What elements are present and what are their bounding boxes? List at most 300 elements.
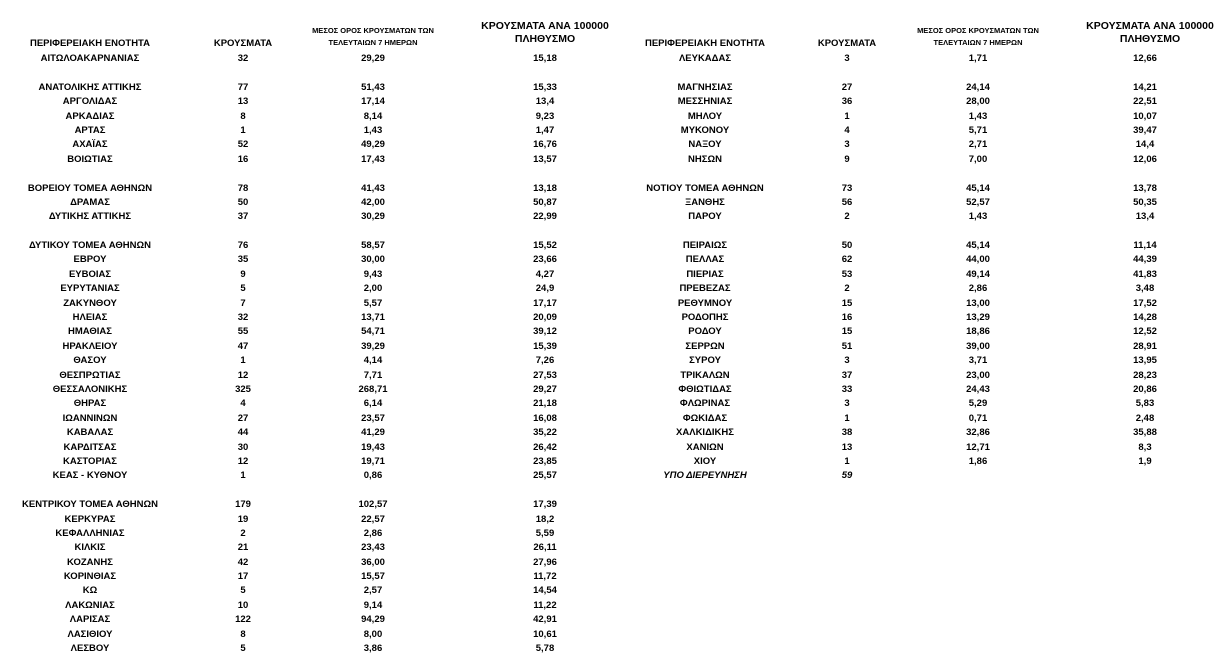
avg7-cell: 30,00 [361, 254, 385, 266]
cases-cell: 8 [240, 110, 246, 122]
cases-cell: 32 [237, 53, 249, 64]
per100k-cell: 13,4 [1135, 211, 1155, 223]
table-row [0, 182, 615, 196]
per100k-cell: 5,59 [535, 527, 555, 539]
region-cell: ΔΥΤΙΚΟΥ ΤΟΜΕΑ ΑΘΗΝΩΝ [29, 240, 151, 252]
per100k-cell: 10,61 [533, 628, 557, 640]
table-row [615, 66, 1222, 80]
table-row [0, 584, 615, 598]
cases-cell: 9 [240, 268, 246, 280]
cases-cell: 1 [240, 124, 246, 136]
per100k-cell: 17,52 [1133, 297, 1157, 309]
cases-cell: 51 [841, 340, 853, 352]
region-cell: ΕΥΒΟΙΑΣ [68, 268, 112, 280]
cases-cell: 27 [841, 81, 853, 93]
table-row [615, 196, 1222, 210]
avg7-cell: 8,14 [363, 110, 383, 122]
table-row [0, 110, 615, 124]
cases-cell: 3 [844, 355, 850, 367]
per100k-cell: 28,23 [1133, 369, 1157, 381]
per100k-cell: 20,09 [533, 312, 557, 324]
per100k-cell: 28,91 [1133, 340, 1157, 352]
cases-cell: 17 [237, 571, 249, 583]
cases-cell: 76 [237, 240, 249, 252]
table-row [0, 383, 615, 397]
cases-cell: 50 [841, 240, 853, 252]
avg7-cell: 51,43 [361, 81, 385, 93]
region-cell: ΧΑΛΚΙΔΙΚΗΣ [676, 427, 734, 439]
table-row [615, 369, 1222, 383]
header-per100k: ΚΡΟΥΣΜΑΤΑ ΑΝΑ 100000 ΠΛΗΘΥΣΜΟ [481, 20, 609, 45]
per100k-cell: 5,78 [535, 643, 555, 655]
region-cell: ΝΗΣΩΝ [688, 153, 722, 165]
table-row [0, 268, 615, 282]
header-avg7: ΜΕΣΟΣ ΟΡΟΣ ΚΡΟΥΣΜΑΤΩΝ ΤΩΝ ΤΕΛΕΥΤΑΙΩΝ 7 ΗΜΕΡΩΝ [917, 26, 1039, 47]
region-cell: ΗΜΑΘΙΑΣ [68, 326, 112, 338]
table-row [615, 253, 1222, 267]
avg7-cell: 0,71 [968, 412, 988, 424]
region-cell: ΘΗΡΑΣ [73, 398, 107, 410]
cases-cell: 179 [235, 499, 251, 511]
per100k-cell: 15,52 [533, 240, 557, 252]
cases-cell: 56 [841, 196, 853, 208]
cases-cell: 3 [844, 53, 850, 64]
per100k-cell: 27,53 [533, 369, 557, 381]
cases-cell: 27 [237, 412, 249, 424]
cases-cell: 3 [844, 139, 850, 151]
region-cell: ΜΑΓΝΗΣΙΑΣ [677, 81, 733, 93]
table-row [0, 541, 615, 555]
per100k-cell: 29,27 [533, 383, 557, 395]
per100k-cell: 11,22 [533, 599, 557, 611]
header-region: ΠΕΡΙΦΕΡΕΙΑΚΗ ΕΝΟΤΗΤΑ [29, 38, 151, 49]
per100k-cell: 13,4 [535, 96, 555, 108]
table-row [0, 412, 615, 426]
cases-cell: 59 [841, 470, 853, 482]
avg7-cell: 1,86 [968, 455, 988, 467]
avg7-cell: 45,14 [966, 182, 990, 194]
per100k-cell: 18,2 [535, 513, 555, 525]
table-row [0, 253, 615, 267]
per100k-cell: 14,28 [1133, 312, 1157, 324]
table-row [615, 239, 1222, 253]
cases-cell: 10 [237, 599, 249, 611]
region-cell: ΥΠΟ ΔΙΕΡΕΥΝΗΣΗ [663, 470, 747, 482]
table-body [0, 52, 615, 656]
per100k-cell: 12,06 [1133, 153, 1157, 165]
avg7-cell: 19,43 [361, 441, 385, 453]
cases-cell: 55 [237, 326, 249, 338]
per100k-cell: 7,26 [535, 355, 555, 367]
region-cell: ΚΕΡΚΥΡΑΣ [64, 513, 116, 525]
per100k-cell: 13,18 [533, 182, 557, 194]
table-row [0, 311, 615, 325]
cases-cell: 5 [240, 585, 246, 597]
cases-cell: 4 [240, 398, 246, 410]
table-header [615, 0, 1222, 52]
per100k-cell: 41,83 [1133, 268, 1157, 280]
cases-cell: 2 [844, 283, 850, 295]
table-row [0, 81, 615, 95]
table-row [0, 297, 615, 311]
region-cell: ΛΑΡΙΣΑΣ [69, 614, 111, 626]
table-row [0, 397, 615, 411]
avg7-cell: 41,29 [361, 427, 385, 439]
per100k-cell: 13,78 [1133, 182, 1157, 194]
cases-cell: 35 [237, 254, 249, 266]
per100k-cell: 22,51 [1133, 96, 1157, 108]
per100k-cell: 25,57 [533, 470, 557, 482]
per100k-cell: 11,14 [1133, 240, 1157, 252]
cases-cell: 2 [844, 211, 850, 223]
table-row [0, 124, 615, 138]
per100k-cell: 20,86 [1133, 383, 1157, 395]
avg7-cell: 36,00 [361, 556, 385, 568]
per100k-cell: 50,87 [533, 196, 557, 208]
avg7-cell: 23,00 [966, 369, 990, 381]
per100k-cell: 42,91 [533, 614, 557, 626]
per100k-cell: 17,39 [533, 499, 557, 511]
region-cell: ΕΒΡΟΥ [73, 254, 107, 266]
cases-cell: 77 [237, 81, 249, 93]
per100k-cell: 26,42 [533, 441, 557, 453]
table-row [0, 340, 615, 354]
cases-cell: 15 [841, 326, 853, 338]
region-cell: ΠΡΕΒΕΖΑΣ [679, 283, 731, 295]
avg7-cell: 13,71 [361, 312, 385, 324]
region-cell: ΒΟΡΕΙΟΥ ΤΟΜΕΑ ΑΘΗΝΩΝ [27, 182, 153, 194]
avg7-cell: 52,57 [966, 196, 990, 208]
per100k-cell: 11,72 [533, 571, 557, 583]
avg7-cell: 49,14 [966, 268, 990, 280]
table-body [615, 52, 1222, 484]
region-cell: ΑΡΚΑΔΙΑΣ [65, 110, 115, 122]
table-row [0, 225, 615, 239]
per100k-cell: 3,48 [1135, 283, 1155, 295]
cases-cell: 1 [844, 412, 850, 424]
region-cell: ΜΗΛΟΥ [687, 110, 723, 122]
avg7-cell: 13,29 [966, 312, 990, 324]
table-row [615, 311, 1222, 325]
table-row [615, 182, 1222, 196]
table-row [0, 628, 615, 642]
region-cell: ΛΕΣΒΟΥ [70, 643, 110, 655]
region-cell: ΚΟΡΙΝΘΙΑΣ [63, 571, 117, 583]
region-cell: ΜΥΚΟΝΟΥ [680, 124, 730, 136]
table-row [615, 282, 1222, 296]
region-cell: ΔΥΤΙΚΗΣ ΑΤΤΙΚΗΣ [48, 211, 132, 223]
cases-cell: 5 [240, 643, 246, 655]
cases-cell: 62 [841, 254, 853, 266]
per100k-cell: 5,83 [1135, 398, 1155, 410]
region-cell: ΝΟΤΙΟΥ ΤΟΜΕΑ ΑΘΗΝΩΝ [646, 182, 764, 194]
per100k-cell: 35,22 [533, 427, 557, 439]
avg7-cell: 2,86 [968, 283, 988, 295]
region-cell: ΛΑΣΙΘΙΟΥ [67, 628, 113, 640]
table-row [0, 599, 615, 613]
avg7-cell: 30,29 [361, 211, 385, 223]
avg7-cell: 6,14 [363, 398, 383, 410]
avg7-cell: 5,57 [363, 297, 383, 309]
cases-cell: 30 [237, 441, 249, 453]
cases-cell: 33 [841, 383, 853, 395]
avg7-cell: 9,43 [363, 268, 383, 280]
avg7-cell: 2,00 [363, 283, 383, 295]
per100k-cell: 4,27 [535, 268, 555, 280]
per100k-cell: 1,9 [1138, 455, 1152, 467]
table-row [0, 498, 615, 512]
cases-cell: 13 [841, 441, 853, 453]
avg7-cell: 24,43 [966, 383, 990, 395]
table-row [615, 297, 1222, 311]
per100k-cell: 14,4 [1135, 139, 1155, 151]
avg7-cell: 2,57 [363, 585, 383, 597]
table-row [615, 153, 1222, 167]
header-avg7: ΜΕΣΟΣ ΟΡΟΣ ΚΡΟΥΣΜΑΤΩΝ ΤΩΝ ΤΕΛΕΥΤΑΙΩΝ 7 ΗΜΕΡΩΝ [312, 26, 434, 47]
avg7-cell: 17,43 [361, 153, 385, 165]
avg7-cell: 1,43 [363, 124, 383, 136]
table-row [0, 613, 615, 627]
table-row [0, 354, 615, 368]
avg7-cell: 45,14 [966, 240, 990, 252]
per100k-cell: 12,66 [1133, 53, 1157, 64]
region-cell: ΠΙΕΡΙΑΣ [686, 268, 724, 280]
table-row [0, 325, 615, 339]
cases-cell: 1 [240, 355, 246, 367]
per100k-cell: 9,23 [535, 110, 555, 122]
table-row [615, 268, 1222, 282]
per100k-cell: 16,08 [533, 412, 557, 424]
header-cases: ΚΡΟΥΣΜΑΤΑ [817, 38, 877, 49]
table-row [0, 167, 615, 181]
avg7-cell: 17,14 [361, 96, 385, 108]
region-cell: ΣΕΡΡΩΝ [685, 340, 725, 352]
table-row [615, 426, 1222, 440]
region-cell: ΚΑΡΔΙΤΣΑΣ [63, 441, 117, 453]
per100k-cell: 24,9 [535, 283, 555, 295]
region-cell: ΑΡΤΑΣ [74, 124, 106, 136]
table-header [0, 0, 615, 52]
region-cell: ΚΩ [82, 585, 98, 597]
region-cell: ΚΑΣΤΟΡΙΑΣ [63, 455, 117, 467]
table-row [0, 282, 615, 296]
table-row [0, 441, 615, 455]
table-row [0, 513, 615, 527]
avg7-cell: 19,71 [361, 455, 385, 467]
cases-cell: 12 [237, 369, 249, 381]
cases-cell: 15 [841, 297, 853, 309]
table-row [0, 556, 615, 570]
table-row [0, 95, 615, 109]
region-cell: ΑΙΤΩΛΟΑΚΑΡΝΑΝΙΑΣ [40, 53, 140, 64]
table-row [615, 167, 1222, 181]
table-row [615, 354, 1222, 368]
avg7-cell: 0,86 [363, 470, 383, 482]
region-cell: ΒΟΙΩΤΙΑΣ [67, 153, 113, 165]
table-row [0, 66, 615, 80]
table-row [615, 325, 1222, 339]
cases-cell: 50 [237, 196, 249, 208]
region-cell: ΖΑΚΥΝΘΟΥ [63, 297, 117, 309]
avg7-cell: 3,86 [363, 643, 383, 655]
table-row [0, 469, 615, 483]
region-cell: ΗΡΑΚΛΕΙΟΥ [62, 340, 118, 352]
header-per100k: ΚΡΟΥΣΜΑΤΑ ΑΝΑ 100000 ΠΛΗΘΥΣΜΟ [1086, 20, 1214, 45]
region-cell: ΞΑΝΘΗΣ [685, 196, 725, 208]
cases-cell: 9 [844, 153, 850, 165]
table-row [0, 239, 615, 253]
avg7-cell: 3,71 [968, 355, 988, 367]
avg7-cell: 2,86 [363, 527, 383, 539]
table-row [0, 426, 615, 440]
per100k-cell: 1,47 [535, 124, 555, 136]
table-row [615, 95, 1222, 109]
table-row [615, 138, 1222, 152]
per100k-cell: 13,95 [1133, 355, 1157, 367]
table-row [615, 397, 1222, 411]
cases-cell: 122 [235, 614, 251, 626]
per100k-cell: 15,33 [533, 81, 557, 93]
cases-cell: 16 [841, 312, 853, 324]
table-row [0, 52, 615, 66]
avg7-cell: 102,57 [358, 499, 388, 511]
cases-cell: 7 [240, 297, 246, 309]
table-row [615, 469, 1222, 483]
cases-cell: 1 [240, 470, 246, 482]
table-row [615, 52, 1222, 66]
region-cell: ΘΕΣΠΡΩΤΙΑΣ [59, 369, 121, 381]
avg7-cell: 5,71 [968, 124, 988, 136]
table-row [0, 455, 615, 469]
header-region: ΠΕΡΙΦΕΡΕΙΑΚΗ ΕΝΟΤΗΤΑ [644, 38, 766, 49]
cases-cell: 4 [844, 124, 850, 136]
cases-cell: 78 [237, 182, 249, 194]
cases-cell: 53 [841, 268, 853, 280]
cases-cell: 8 [240, 628, 246, 640]
avg7-cell: 12,71 [966, 441, 990, 453]
table-row [0, 570, 615, 584]
avg7-cell: 5,29 [968, 398, 988, 410]
region-cell: ΚΕΦΑΛΛΗΝΙΑΣ [55, 527, 125, 539]
region-cell: ΦΛΩΡΙΝΑΣ [679, 398, 731, 410]
per100k-cell: 23,66 [533, 254, 557, 266]
avg7-cell: 94,29 [361, 614, 385, 626]
table-row [615, 124, 1222, 138]
cases-cell: 1 [844, 455, 850, 467]
avg7-cell: 7,71 [363, 369, 383, 381]
table-row [615, 225, 1222, 239]
region-cell: ΚΟΖΑΝΗΣ [67, 556, 113, 568]
region-cell: ΡΟΔΟΥ [688, 326, 722, 338]
per100k-cell: 12,52 [1133, 326, 1157, 338]
per100k-cell: 35,88 [1133, 427, 1157, 439]
region-cell: ΧΑΝΙΩΝ [686, 441, 724, 453]
cases-cell: 2 [240, 527, 246, 539]
region-cell: ΠΕΙΡΑΙΩΣ [682, 240, 728, 252]
region-cell: ΧΙΟΥ [693, 455, 717, 467]
table-row [615, 412, 1222, 426]
per100k-cell: 15,18 [533, 53, 557, 64]
cases-cell: 36 [841, 96, 853, 108]
avg7-cell: 15,57 [361, 571, 385, 583]
cases-cell: 37 [841, 369, 853, 381]
region-cell: ΔΡΑΜΑΣ [70, 196, 110, 208]
per100k-cell: 17,17 [533, 297, 557, 309]
table-row [0, 642, 615, 656]
table-row [615, 441, 1222, 455]
avg7-cell: 49,29 [361, 139, 385, 151]
region-cell: ΑΧΑΪΑΣ [72, 139, 108, 151]
cases-cell: 42 [237, 556, 249, 568]
region-cell: ΦΘΙΩΤΙΔΑΣ [678, 383, 732, 395]
avg7-cell: 9,14 [363, 599, 383, 611]
cases-cell: 37 [237, 211, 249, 223]
cases-cell: 52 [237, 139, 249, 151]
avg7-cell: 1,43 [968, 110, 988, 122]
per100k-cell: 22,99 [533, 211, 557, 223]
region-cell: ΦΩΚΙΔΑΣ [682, 412, 728, 424]
per100k-cell: 2,48 [1135, 412, 1155, 424]
cases-cell: 12 [237, 455, 249, 467]
per100k-cell: 39,12 [533, 326, 557, 338]
avg7-cell: 23,43 [361, 542, 385, 554]
avg7-cell: 28,00 [966, 96, 990, 108]
avg7-cell: 4,14 [363, 355, 383, 367]
avg7-cell: 1,43 [968, 211, 988, 223]
header-cases: ΚΡΟΥΣΜΑΤΑ [213, 38, 273, 49]
table-row [615, 340, 1222, 354]
cases-cell: 1 [844, 110, 850, 122]
region-cell: ΛΑΚΩΝΙΑΣ [65, 599, 115, 611]
avg7-cell: 39,29 [361, 340, 385, 352]
avg7-cell: 32,86 [966, 427, 990, 439]
region-cell: ΗΛΕΙΑΣ [72, 312, 108, 324]
avg7-cell: 29,29 [361, 53, 385, 64]
per100k-cell: 39,47 [1133, 124, 1157, 136]
table-row [0, 210, 615, 224]
region-cell: ΘΕΣΣΑΛΟΝΙΚΗΣ [52, 383, 128, 395]
region-cell: ΕΥΡΥΤΑΝΙΑΣ [60, 283, 120, 295]
region-cell: ΜΕΣΣΗΝΙΑΣ [677, 96, 733, 108]
avg7-cell: 268,71 [358, 383, 388, 395]
table-row [0, 138, 615, 152]
region-cell: ΡΕΘΥΜΝΟΥ [677, 297, 733, 309]
region-cell: ΛΕΥΚΑΔΑΣ [678, 53, 732, 64]
cases-cell: 16 [237, 153, 249, 165]
cases-cell: 325 [235, 383, 251, 395]
table-row [0, 153, 615, 167]
per100k-cell: 44,39 [1133, 254, 1157, 266]
per100k-cell: 15,39 [533, 340, 557, 352]
per100k-cell: 21,18 [533, 398, 557, 410]
per100k-cell: 23,85 [533, 455, 557, 467]
cases-cell: 44 [237, 427, 249, 439]
cases-cell: 32 [237, 312, 249, 324]
avg7-cell: 41,43 [361, 182, 385, 194]
per100k-cell: 26,11 [533, 542, 557, 554]
avg7-cell: 8,00 [363, 628, 383, 640]
cases-cell: 5 [240, 283, 246, 295]
cases-cell: 3 [844, 398, 850, 410]
avg7-cell: 44,00 [966, 254, 990, 266]
avg7-cell: 1,71 [968, 53, 988, 64]
avg7-cell: 42,00 [361, 196, 385, 208]
per100k-cell: 14,21 [1133, 81, 1157, 93]
cases-cell: 38 [841, 427, 853, 439]
region-cell: ΚΙΛΚΙΣ [74, 542, 106, 554]
table-row [0, 527, 615, 541]
per100k-cell: 13,57 [533, 153, 557, 165]
